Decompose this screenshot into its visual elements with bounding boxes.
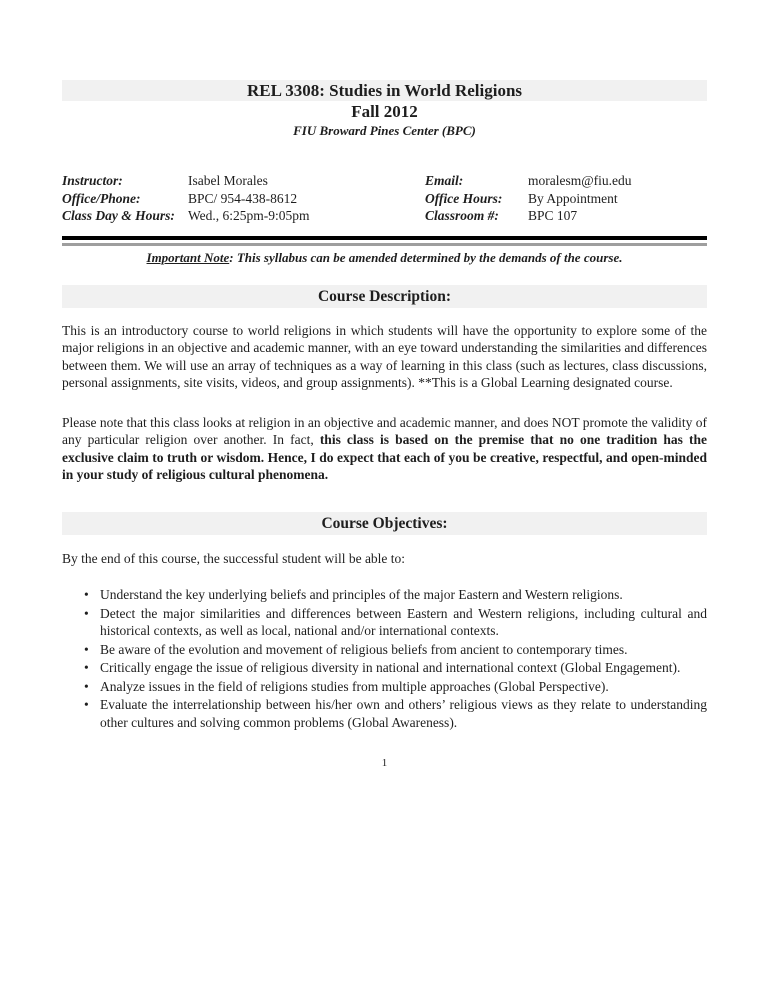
objective-item-text: Detect the major similarities and differences between Eastern and Western religions, including cultural and historical contexts, as well as local, national and/or international contexts. [100, 605, 707, 638]
info-row-class-day-hours [62, 207, 425, 225]
objective-item-text: Be aware of the evolution and movement of religious beliefs from ancient to contemporary times. [100, 641, 628, 657]
divider-gray [62, 243, 707, 246]
objective-item [62, 641, 707, 659]
objective-item-text: Critically engage the issue of religious diversity in national and international context (Global Engagement). [100, 660, 681, 675]
info-row-office-phone [62, 190, 425, 208]
office-hours-label: Office Hours: [425, 190, 503, 206]
important-note-text: : This syllabus can be amended determined by the demands of the course. [229, 249, 623, 265]
section-heading-course-description: Course Description: [62, 285, 707, 308]
divider-black [62, 236, 707, 240]
objectives-intro: By the end of this course, the successful student will be able to: [62, 550, 406, 566]
info-column-left [62, 172, 425, 225]
objective-item-text: Analyze issues in the field of religions studies from multiple approaches (Global Perspective). [100, 678, 609, 694]
classroom-value: BPC 107 [528, 208, 578, 223]
important-note-label: Important Note [146, 249, 230, 265]
objective-item [62, 696, 707, 731]
objective-item [62, 659, 707, 677]
bullet-icon: • [84, 678, 89, 694]
objective-item [62, 678, 707, 696]
bullet-icon: • [84, 697, 89, 712]
info-row-email [425, 172, 707, 190]
page-title: REL 3308: Studies in World Religions [62, 80, 707, 101]
office-hours-value: By Appointment [528, 190, 618, 206]
objective-item-text: Understand the key underlying beliefs and principles of the major Eastern and Western religions. [100, 587, 623, 602]
instructor-label: Instructor: [62, 173, 123, 188]
email-label: Email: [425, 173, 464, 188]
bullet-icon: • [84, 587, 89, 602]
info-column-right [425, 172, 707, 225]
course-description-paragraph-2-normal: Please note that this class looks at religion in an objective and academic manner, and does NOT promote the validity of any particular religion over another. In fact, [62, 414, 707, 447]
instructor-value: Isabel Morales [188, 173, 268, 188]
class-day-hours-value: Wed., 6:25pm-9:05pm [188, 208, 310, 223]
office-phone-value: BPC/ 954-438-8612 [188, 190, 298, 206]
section-heading-course-objectives: Course Objectives: [62, 512, 707, 535]
course-description-paragraph-1: This is an introductory course to world religions in which students will have the opportunity to explore some of the major religions in an objective and academic manner, with an eye toward understanding the similarities and differences between them. We will use an array of techniques as a way of learning in this class (such as lectures, class discussions, personal assignments, site visits, videos, and group assignments). **This is a Global Learning designated course. [62, 322, 707, 390]
info-row-instructor [62, 172, 425, 190]
term-label: Fall 2012 [351, 102, 418, 121]
page-number: 1 [381, 757, 388, 769]
info-row-office-hours [425, 190, 707, 208]
syllabus-header [62, 80, 707, 140]
course-info-table [62, 172, 707, 225]
bullet-icon: • [84, 605, 89, 621]
classroom-label: Classroom #: [425, 208, 499, 223]
objective-item-text: Evaluate the interrelationship between his/her own and others’ religious views as they relate to understanding other cultures and solving common problems (Global Awareness). [100, 697, 707, 730]
bullet-icon: • [84, 641, 89, 657]
course-description-paragraph-2 [62, 414, 707, 484]
campus-location: FIU Broward Pines Center (BPC) [293, 123, 476, 138]
bullet-icon: • [84, 660, 89, 675]
class-day-hours-label: Class Day & Hours: [62, 208, 175, 223]
objective-item [62, 605, 707, 640]
email-value: moralesm@fiu.edu [528, 173, 632, 188]
course-description-paragraph-2-bold: this class is based on the premise that no one tradition has the exclusive claim to truth or wisdom. Hence, I do expect that each of you be creative, respectful, and open-minded in your study of religious cultural phenomena. [62, 432, 707, 482]
important-note [62, 250, 707, 266]
objective-item [62, 586, 707, 604]
objectives-list [62, 586, 707, 731]
info-row-classroom [425, 207, 707, 225]
office-phone-label: Office/Phone: [62, 190, 141, 206]
